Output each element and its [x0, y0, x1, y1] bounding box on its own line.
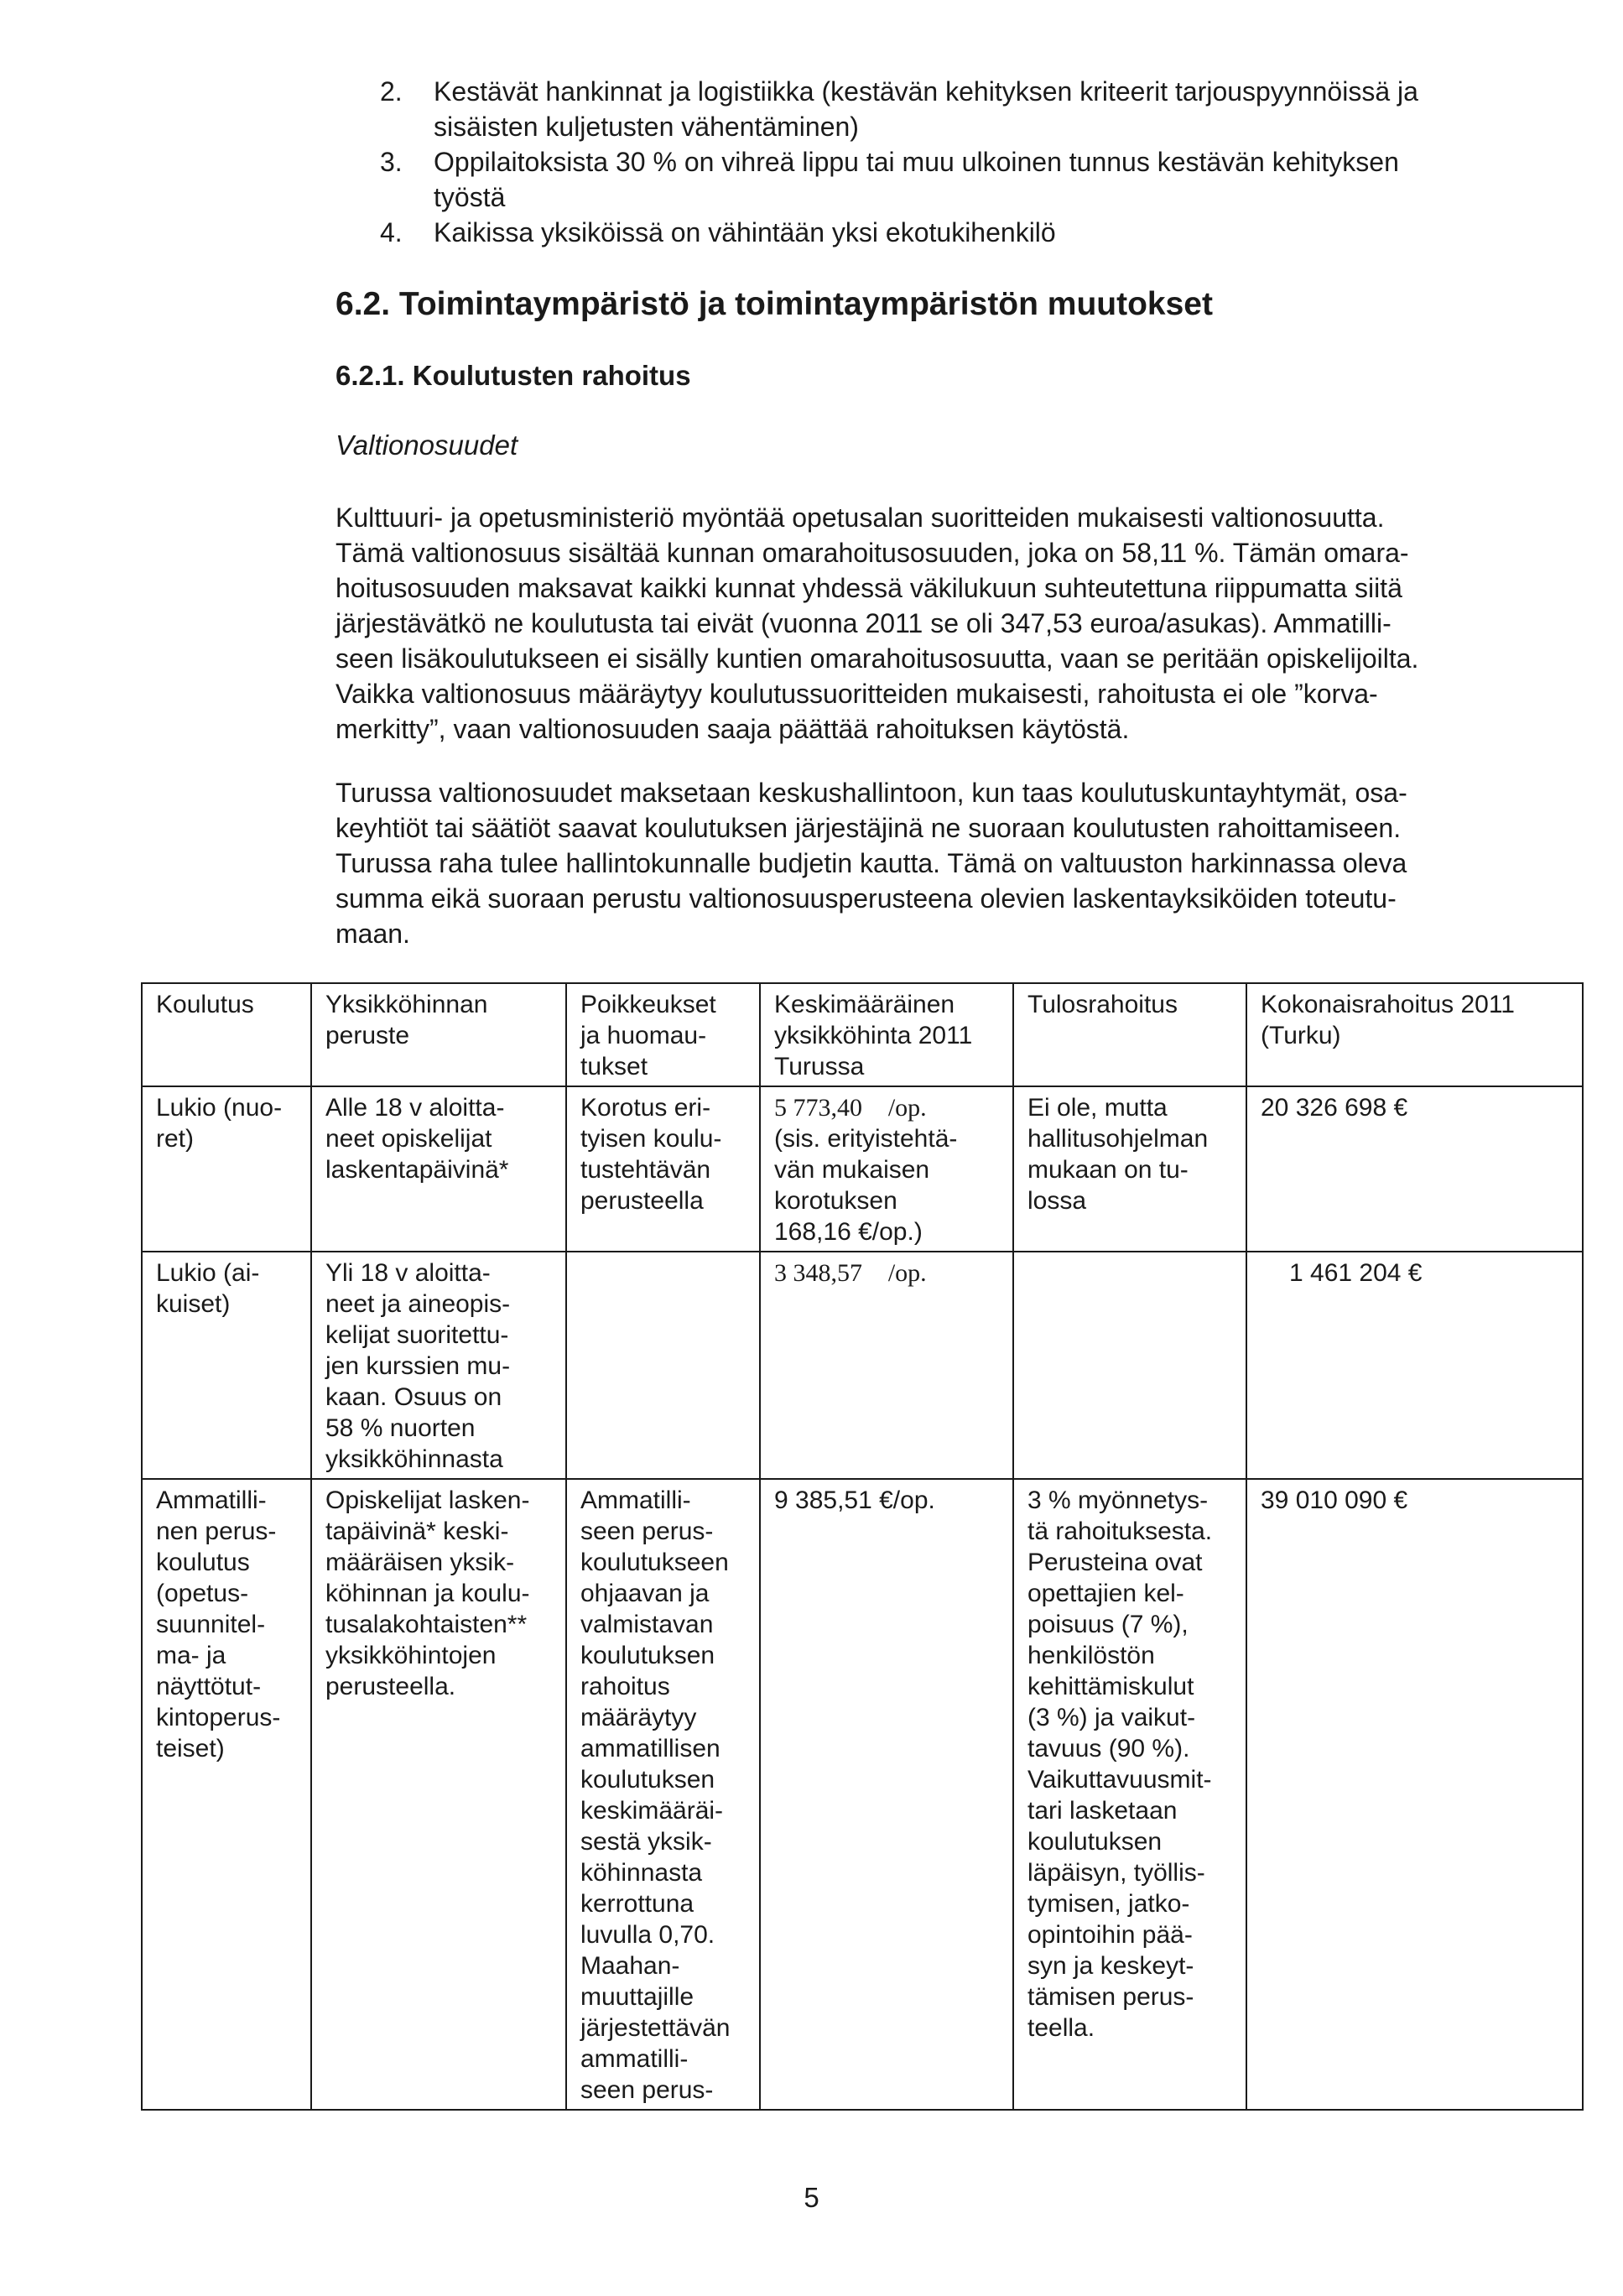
header-text: tukset	[580, 1053, 648, 1080]
cell-text: perusteella	[580, 1187, 704, 1215]
header-text: yksikköhinta 2011	[774, 1022, 973, 1049]
paragraph-line: seen lisäkoulutukseen ei sisälly kuntien omarahoitusosuutta, vaan se peritään opiskelijoilta.	[336, 643, 1419, 674]
header-text: Keskimääräinen	[774, 991, 955, 1018]
cell-text: perusteella.	[325, 1673, 456, 1700]
cell-text: kuiset)	[156, 1290, 231, 1318]
header-keskimaarainen-yksikkohinta	[760, 983, 1013, 1086]
cell-tulosrahoitus	[1013, 1086, 1246, 1252]
list-item-text: sisäisten kuljetusten vähentäminen)	[434, 112, 859, 142]
cell-poikkeukset	[566, 1252, 760, 1479]
cell-text: kintoperus-	[156, 1704, 281, 1731]
cell-tulosrahoitus	[1013, 1479, 1246, 2110]
header-koulutus	[142, 983, 311, 1086]
cell-text: sestä yksik-	[580, 1828, 712, 1856]
cell-kokonaisrahoitus	[1246, 1252, 1583, 1479]
cell-text: (sis. erityistehtä-	[774, 1125, 958, 1153]
cell-text: muuttajille	[580, 1983, 694, 2011]
cell-text: seen perus-	[580, 2076, 714, 2104]
cell-text: Ammatilli-	[156, 1486, 267, 1514]
paragraph-line: Turussa valtionosuudet maksetaan keskushallintoon, kun taas koulutuskuntayhtymät, osa-	[336, 778, 1407, 808]
cell-text: ammatilli-	[580, 2045, 689, 2073]
cell-text: tä rahoituksesta.	[1027, 1518, 1213, 1545]
cell-koulutus	[142, 1252, 311, 1479]
funding-table	[141, 982, 1584, 2111]
header-text: (Turku)	[1261, 1022, 1341, 1049]
cell-text: ret)	[156, 1125, 194, 1153]
cell-price: 5 773,40 /op.	[774, 1094, 908, 1122]
cell-price: 9 385,51 €/op.	[774, 1486, 935, 1514]
numbered-list	[380, 74, 1571, 250]
cell-text: köhinnan ja koulu-	[325, 1580, 530, 1607]
header-text: Tulosrahoitus	[1027, 991, 1178, 1018]
table-row	[142, 1086, 1583, 1252]
cell-text: Lukio (ai-	[156, 1259, 260, 1287]
cell-text: tusalakohtaisten**	[325, 1611, 528, 1638]
cell-text: opettajien kel-	[1027, 1580, 1184, 1607]
cell-yksikkohinta	[760, 1086, 1013, 1252]
cell-text: tyisen koulu-	[580, 1125, 722, 1153]
cell-poikkeukset	[566, 1479, 760, 2110]
list-item-number: 2.	[380, 76, 403, 107]
cell-amount: 20 326 698 €	[1261, 1094, 1408, 1122]
header-text: Poikkeukset	[580, 991, 716, 1018]
cell-text: keskimääräi-	[580, 1797, 724, 1825]
cell-text: ammatillisen	[580, 1735, 720, 1762]
cell-peruste	[311, 1252, 566, 1479]
header-text: Turussa	[774, 1053, 865, 1080]
cell-text: kelijat suoritettu-	[325, 1321, 509, 1349]
cell-text: kaan. Osuus on	[325, 1383, 502, 1411]
header-text: Yksikköhinnan	[325, 991, 488, 1018]
cell-text: nen perus-	[156, 1518, 277, 1545]
cell-text: lossa	[1027, 1187, 1087, 1215]
paragraph-line: merkitty”, vaan valtionosuuden saaja päättää rahoituksen käytöstä.	[336, 714, 1130, 744]
cell-text: poisuus (7 %),	[1027, 1611, 1189, 1638]
cell-text: tämisen perus-	[1027, 1983, 1194, 2011]
header-text: Kokonaisrahoitus 2011	[1261, 991, 1515, 1018]
paragraph-valtionosuudet	[336, 500, 1543, 747]
cell-text: yksikköhinnasta	[325, 1445, 503, 1473]
cell-text: luvulla 0,70.	[580, 1921, 715, 1949]
paragraph-line: keyhtiöt tai säätiöt saavat koulutuksen järjestäjinä ne suoraan koulutusten rahoittamiseen.	[336, 813, 1402, 843]
cell-text: Vaikuttavuusmit-	[1027, 1766, 1212, 1794]
paragraph-line: Kulttuuri- ja opetusministeriö myöntää opetusalan suoritteiden mukaisesti valtionosuutta.	[336, 502, 1385, 533]
cell-text: ohjaavan ja	[580, 1580, 710, 1607]
cell-text: korotuksen	[774, 1187, 897, 1215]
list-item-text: Kestävät hankinnat ja logistiikka (kestävän kehityksen kriteerit tarjouspyynnöissä ja	[434, 76, 1418, 107]
cell-price: 3 348,57 /op.	[774, 1259, 908, 1287]
paragraph-line: hoitusosuuden maksavat kaikki kunnat yhdessä väkilukuun suhteutettuna riippumatta siitä	[336, 573, 1402, 603]
cell-tulosrahoitus	[1013, 1252, 1246, 1479]
paragraph-line: Tämä valtionosuus sisältää kunnan omarahoitusosuuden, joka on 58,11 %. Tämän omara-	[336, 538, 1409, 568]
cell-text: Korotus eri-	[580, 1094, 711, 1122]
section-heading: 6.2. Toimintaympäristö ja toimintaympäristön muutokset	[336, 286, 1213, 322]
cell-text: koulutuksen	[580, 1642, 715, 1669]
header-text: ja huomau-	[580, 1022, 707, 1049]
cell-text: Maahan-	[580, 1952, 680, 1980]
cell-yksikkohinta	[760, 1252, 1013, 1479]
cell-text: tapäivinä* keski-	[325, 1518, 509, 1545]
cell-text: neet ja aineopis-	[325, 1290, 511, 1318]
cell-text: (3 %) ja vaikut-	[1027, 1704, 1196, 1731]
cell-text: määräisen yksik-	[325, 1549, 515, 1576]
cell-text: Perusteina ovat	[1027, 1549, 1203, 1576]
cell-text: Opiskelijat lasken-	[325, 1486, 530, 1514]
cell-text: tavuus (90 %).	[1027, 1735, 1190, 1762]
list-item	[380, 74, 1571, 144]
paragraph-turku	[336, 775, 1543, 951]
cell-text: 3 % myönnetys-	[1027, 1486, 1209, 1514]
cell-text: kerrottuna	[580, 1890, 694, 1918]
cell-text: kehittämiskulut	[1027, 1673, 1194, 1700]
cell-text: koulutuksen	[580, 1766, 715, 1794]
cell-text: seen perus-	[580, 1518, 714, 1545]
list-item-text: työstä	[434, 182, 506, 212]
cell-koulutus	[142, 1086, 311, 1252]
cell-text: 168,16 €/op.)	[774, 1218, 923, 1246]
cell-yksikkohinta	[760, 1479, 1013, 2110]
table-header-row	[142, 983, 1583, 1086]
list-item-text: Kaikissa yksiköissä on vähintään yksi ekotukihenkilö	[434, 217, 1056, 247]
list-item	[380, 144, 1571, 215]
cell-koulutus	[142, 1479, 311, 2110]
italic-subheading: Valtionosuudet	[336, 430, 518, 461]
cell-peruste	[311, 1479, 566, 2110]
cell-text: valmistavan	[580, 1611, 714, 1638]
cell-text: rahoitus	[580, 1673, 670, 1700]
header-poikkeukset	[566, 983, 760, 1086]
subsection-heading: 6.2.1. Koulutusten rahoitus	[336, 360, 691, 391]
cell-text: vän mukaisen	[774, 1156, 930, 1184]
cell-text: köhinnasta	[580, 1859, 703, 1887]
cell-text: Ammatilli-	[580, 1486, 691, 1514]
cell-text: Ei ole, mutta	[1027, 1094, 1168, 1122]
cell-amount: 1 461 204 €	[1289, 1259, 1423, 1287]
cell-text: (opetus-	[156, 1580, 249, 1607]
cell-text: hallitusohjelman	[1027, 1125, 1209, 1153]
cell-text: jen kurssien mu-	[325, 1352, 511, 1380]
list-item	[380, 215, 1571, 250]
cell-text: laskentapäivinä*	[325, 1156, 509, 1184]
list-item-number: 4.	[380, 217, 403, 247]
page-number: 5	[804, 2182, 819, 2213]
table-row	[142, 1252, 1583, 1479]
cell-text: Lukio (nuo-	[156, 1094, 283, 1122]
header-text: peruste	[325, 1022, 410, 1049]
cell-text: 58 % nuorten	[325, 1414, 476, 1442]
cell-text: näyttötut-	[156, 1673, 262, 1700]
cell-text: tari lasketaan	[1027, 1797, 1178, 1825]
paragraph-line: maan.	[336, 919, 410, 949]
paragraph-line: Vaikka valtionosuus määräytyy koulutussuoritteiden mukaisesti, rahoitusta ei ole ”korva-	[336, 679, 1378, 709]
cell-kokonaisrahoitus	[1246, 1086, 1583, 1252]
header-yksikkohinnan-peruste	[311, 983, 566, 1086]
cell-amount: 39 010 090 €	[1261, 1486, 1408, 1514]
cell-text: Alle 18 v aloitta-	[325, 1094, 505, 1122]
cell-text: järjestettävän	[580, 2014, 731, 2042]
cell-text: määräytyy	[580, 1704, 697, 1731]
cell-text: Yli 18 v aloitta-	[325, 1259, 491, 1287]
table-row	[142, 1479, 1583, 2110]
cell-text: syn ja keskeyt-	[1027, 1952, 1194, 1980]
paragraph-line: Turussa raha tulee hallintokunnalle budjetin kautta. Tämä on valtuuston harkinnassa oleva	[336, 848, 1407, 878]
cell-text: läpäisyn, työllis-	[1027, 1859, 1205, 1887]
cell-text: mukaan on tu-	[1027, 1156, 1189, 1184]
cell-text: yksikköhintojen	[325, 1642, 497, 1669]
list-item-number: 3.	[380, 147, 403, 177]
cell-text: koulutuksen	[1027, 1828, 1163, 1856]
cell-peruste	[311, 1086, 566, 1252]
cell-text: suunnitel-	[156, 1611, 266, 1638]
paragraph-line: summa eikä suoraan perustu valtionosuusperusteena olevien laskentayksiköiden toteutu-	[336, 883, 1397, 914]
cell-text: koulutukseen	[580, 1549, 729, 1576]
cell-kokonaisrahoitus	[1246, 1479, 1583, 2110]
cell-text: teella.	[1027, 2014, 1095, 2042]
cell-text: opintoihin pää-	[1027, 1921, 1193, 1949]
cell-text: koulutus	[156, 1549, 250, 1576]
list-item-text: Oppilaitoksista 30 % on vihreä lippu tai muu ulkoinen tunnus kestävän kehityksen	[434, 147, 1399, 177]
cell-text: teiset)	[156, 1735, 225, 1762]
header-text: Koulutus	[156, 991, 254, 1018]
cell-text: ma- ja	[156, 1642, 226, 1669]
cell-poikkeukset	[566, 1086, 760, 1252]
cell-text: tustehtävän	[580, 1156, 711, 1184]
cell-text: henkilöstön	[1027, 1642, 1155, 1669]
cell-text: neet opiskelijat	[325, 1125, 492, 1153]
paragraph-line: järjestävätkö ne koulutusta tai eivät (vuonna 2011 se oli 347,53 euroa/asukas). Ammatilli-	[336, 608, 1392, 638]
header-tulosrahoitus	[1013, 983, 1246, 1086]
header-kokonaisrahoitus	[1246, 983, 1583, 1086]
cell-text: tymisen, jatko-	[1027, 1890, 1190, 1918]
